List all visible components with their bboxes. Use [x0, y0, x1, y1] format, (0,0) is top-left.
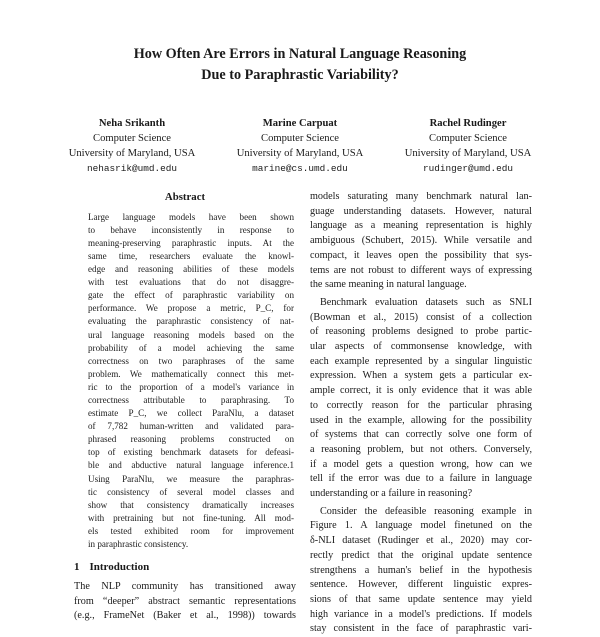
text-line: tell if the error was due to a failure in language	[310, 473, 532, 485]
text-line: to correctly reason for the particular phrasing	[310, 399, 532, 411]
text-line: a reasoning problem, but not others. Conversely,	[310, 443, 532, 455]
abstract-heading: Abstract	[164, 191, 206, 203]
text-line: Using ParaNlu, we measure the paraphras-	[88, 473, 294, 484]
text-line: rectly predict that the original update sentence	[310, 549, 532, 561]
author-3	[384, 116, 552, 176]
text-line: used in the example, allowing for the possibility	[310, 414, 532, 426]
text-line: of reasoning problems designed to probe partic-	[310, 326, 532, 338]
text-line: phrased reasoning problems constructed on	[88, 434, 294, 445]
text-line: ular aspects of commonsense knowledge, with	[310, 341, 532, 353]
text-line: with test evaluations that do not disaggre-	[88, 277, 294, 288]
paper-title-line-2: Due to Paraphrastic Variability?	[201, 67, 399, 83]
text-line: from “deeper” abstract semantic representations	[74, 595, 296, 607]
text-line: Large language models have been shown	[88, 211, 294, 222]
text-line: The NLP community has transitioned away	[74, 580, 296, 592]
right-column-body	[310, 190, 532, 637]
text-line: (e.g., FrameNet (Baker et al., 1998)) towards	[74, 610, 296, 622]
text-line: if a model gets a question wrong, how can we	[310, 458, 532, 470]
text-line: stay consistent in the face of paraphrastic vari-	[310, 623, 532, 635]
section-number: 1	[74, 561, 80, 574]
author-dept: Computer Science	[261, 133, 339, 144]
text-line: δ-NLI dataset (Rudinger et al., 2020) may cor-	[310, 535, 532, 547]
text-line: Figure 1. A language model finetuned on the	[310, 520, 532, 532]
text-line: correctness on two paraphrases of the same	[88, 355, 294, 366]
text-line: show that consistency dramatically increases	[88, 499, 294, 510]
text-line: Consider the defeasible reasoning example in	[320, 505, 532, 517]
text-line: els tested exhibited room for improvement	[88, 525, 294, 536]
text-line: edge and reasoning abilities of these models	[88, 264, 294, 275]
author-name: Rachel Rudinger	[429, 118, 507, 129]
text-line: evaluating the paraphrastic consistency of nat-	[88, 316, 294, 327]
author-email: rudinger@umd.edu	[422, 163, 513, 174]
text-line: performance. We propose a metric, P_C, for	[88, 303, 294, 314]
author-email: nehasrik@umd.edu	[86, 163, 177, 174]
text-line: sions of that same update sentence may yield	[310, 593, 532, 605]
text-line: with pretraining but not fine-tuning. All mod-	[88, 512, 294, 523]
author-affiliation: University of Maryland, USA	[68, 148, 196, 159]
text-line: meaning-preserving paraphrastic inputs. At the	[88, 237, 294, 248]
right-column	[310, 190, 532, 637]
text-line: ric to the proportion of a model's variance in	[88, 381, 294, 392]
text-line: (Bowman et al., 2015) consist of a collection	[310, 311, 532, 323]
text-line: tems are not robust to different ways of expressing	[310, 264, 532, 276]
author-1	[48, 116, 216, 176]
section-heading-introduction	[74, 560, 296, 575]
author-2	[216, 116, 384, 176]
text-line: top of existing benchmark datasets for defeasi-	[88, 447, 294, 458]
text-line: strengthens a human's belief in the hypothesis	[310, 564, 532, 576]
text-line: expression. When a system gets a particular ex-	[310, 370, 532, 382]
text-line: language as a meaning representation is highly	[310, 220, 532, 232]
left-column	[74, 190, 296, 624]
text-line: guage understanding datasets. However, natural	[310, 205, 532, 217]
author-email: marine@cs.umd.edu	[252, 163, 348, 174]
paper-title-line-1: How Often Are Errors in Natural Language Reasoning	[133, 46, 467, 62]
text-line: estimate P_C, we collect ParaNlu, a dataset	[88, 408, 294, 419]
text-line: understanding or a failure in reasoning?	[310, 488, 473, 500]
author-affiliation: University of Maryland, USA	[404, 148, 532, 159]
text-line: ambiguous (Schubert, 2015). While versatile and	[310, 235, 532, 247]
author-block	[48, 116, 552, 176]
text-line: tic consistency of several model classes and	[88, 486, 294, 497]
author-name: Neha Srikanth	[98, 118, 166, 129]
author-dept: Computer Science	[93, 133, 171, 144]
text-line: gate the effect of paraphrastic variability on	[88, 290, 294, 301]
abstract-body	[74, 211, 296, 551]
text-line: compact, it leaves open the possibility that sys-	[310, 249, 532, 261]
text-line: each example represented by a singular linguistic	[310, 355, 532, 367]
text-line: correctness attributable to paraphrasing. To	[88, 395, 294, 406]
text-line: of 7,782 human-written and validated para-	[88, 421, 294, 432]
text-line: ble and abductive natural language inference.1	[88, 460, 294, 471]
author-name: Marine Carpuat	[262, 118, 338, 129]
text-line: high variance in a model's predictions. If models	[310, 608, 532, 620]
text-line: ample correct, it is only evidence that it was able	[310, 385, 532, 397]
text-line: ural language reasoning models based on the	[88, 329, 294, 340]
text-line: of systems that can correctly solve one form of	[310, 429, 532, 441]
text-line: problem. We mathematically connect this met-	[88, 368, 294, 379]
text-line: Benchmark evaluation datasets such as SNLI	[320, 296, 532, 308]
introduction-body	[74, 580, 296, 624]
text-line: the same meaning in natural language.	[310, 279, 467, 291]
author-dept: Computer Science	[429, 133, 507, 144]
paper-title	[0, 44, 600, 86]
text-line: probability of a model achieving the same	[88, 342, 294, 353]
text-line: to behave inconsistently in response to	[88, 224, 294, 235]
section-title: Introduction	[89, 561, 150, 574]
text-line: sentence. However, different linguistic expres-	[310, 579, 532, 591]
text-line: same time, researchers evaluate the knowl-	[88, 250, 294, 261]
text-line: models saturating many benchmark natural lan-	[310, 191, 532, 202]
text-line: in paraphrastic consistency.	[88, 539, 189, 550]
author-affiliation: University of Maryland, USA	[236, 148, 364, 159]
